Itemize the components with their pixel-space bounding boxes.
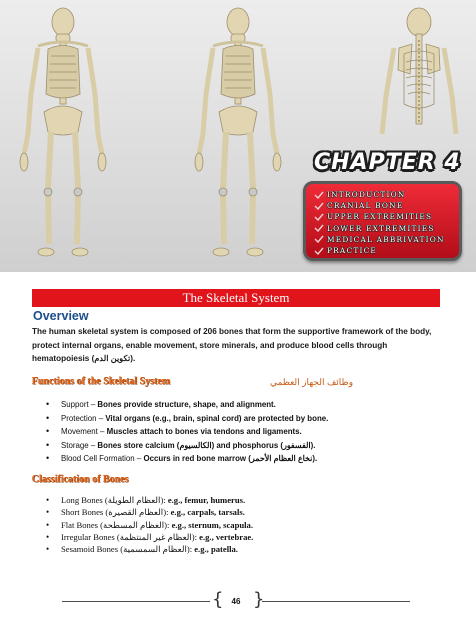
list-item — [46, 531, 253, 543]
toc-item — [314, 234, 455, 245]
function-term: Movement — [61, 427, 98, 436]
toc-item-label: INTRODUCTION — [327, 190, 406, 200]
toc-item-label: MEDICAL ABBRIVATION — [327, 234, 445, 244]
list-item — [46, 519, 253, 531]
skeleton-front-center-image — [193, 4, 283, 266]
separator: – — [97, 427, 107, 436]
bone-examples: e.g., carpals, tarsals. — [170, 507, 245, 518]
overview-heading: Overview — [33, 309, 89, 323]
footer-divider-left — [62, 601, 210, 602]
toc-item — [314, 189, 455, 200]
toc-item — [314, 245, 455, 256]
list-item — [46, 425, 328, 439]
chapter-contents-box — [303, 181, 462, 261]
list-item — [46, 543, 253, 555]
hero-image — [0, 0, 476, 272]
functions-heading: Functions of the Skeletal System — [32, 376, 171, 387]
overview-paragraph: The human skeletal system is composed of 206 bones that form the supportive framework of the body, protect internal organs, enable movement, store minerals, and produce blood cells through hematopoiesis (تكوين الدم). — [32, 327, 432, 363]
bone-type: Sesamoid Bones (العظام السمسمية): — [61, 544, 195, 555]
section-title: The Skeletal System — [182, 290, 290, 305]
chapter-title: CHAPTER 4 — [314, 150, 461, 175]
list-item — [46, 412, 328, 426]
bone-examples: e.g., femur, humerus. — [167, 495, 246, 505]
toc-item — [314, 211, 455, 222]
bone-type: Short Bones (العظام القصيرة): — [61, 507, 171, 518]
checkmark-icon — [314, 224, 324, 232]
bone-type: Irregular Bones (العظام غير المنتظمة): — [61, 531, 200, 542]
function-term: Protection — [61, 413, 97, 423]
classification-heading: Classification of Bones — [32, 474, 129, 485]
footer-divider-right — [262, 601, 410, 602]
list-item — [46, 506, 253, 518]
function-description: Bones store calcium (الكالسيوم) and phosphorus (الفسفور). — [97, 440, 316, 450]
list-item — [46, 439, 328, 453]
skeleton-front-left-image — [18, 4, 108, 266]
list-item — [46, 494, 253, 506]
checkmark-icon — [314, 235, 324, 243]
separator: – — [88, 400, 98, 409]
toc-item-label: CRANIAL BONE — [327, 201, 404, 211]
function-term: Storage — [61, 440, 89, 450]
functions-list — [46, 398, 328, 466]
section-title-bar — [32, 289, 440, 307]
toc-item — [314, 223, 455, 234]
separator: – — [134, 454, 144, 463]
separator: – — [96, 413, 106, 423]
functions-arabic-heading: وظائف الجهاز العظمي — [270, 377, 354, 387]
function-description: Bones provide structure, shape, and alignment. — [97, 400, 276, 409]
bone-examples: e.g., sternum, scapula. — [171, 519, 253, 530]
function-term: Support — [61, 400, 89, 409]
right-brace-icon: } — [253, 589, 265, 610]
toc-item-label: UPPER EXTREMITIES — [327, 212, 433, 222]
toc-item-label: LOWER EXTREMITIES — [327, 223, 435, 233]
skeleton-back-image — [374, 4, 464, 154]
checkmark-icon — [314, 213, 324, 221]
classification-list — [46, 494, 253, 555]
toc-item-label: PRACTICE — [327, 246, 378, 256]
bone-type: Flat Bones (العظام المسطحة): — [61, 519, 172, 530]
bone-examples: e.g., patella. — [194, 544, 238, 555]
checkmark-icon — [314, 247, 324, 255]
checkmark-icon — [314, 191, 324, 199]
left-brace-icon: { — [212, 589, 224, 610]
separator: – — [88, 440, 98, 450]
toc-item — [314, 200, 455, 211]
bone-examples: e.g., vertebrae. — [199, 531, 254, 542]
page-number: 46 — [231, 596, 241, 606]
checkmark-icon — [314, 202, 324, 210]
function-description: Muscles attach to bones via tendons and ligaments. — [106, 427, 302, 436]
list-item — [46, 452, 328, 466]
function-description: Occurs in red bone marrow (نخاع العظام الأحمر). — [143, 454, 318, 463]
function-term: Blood Cell Formation — [61, 454, 135, 463]
function-description: Vital organs (e.g., brain, spinal cord) are protected by bone. — [105, 413, 329, 423]
list-item — [46, 398, 328, 412]
bone-type: Long Bones (العظام الطويلة): — [61, 495, 168, 505]
